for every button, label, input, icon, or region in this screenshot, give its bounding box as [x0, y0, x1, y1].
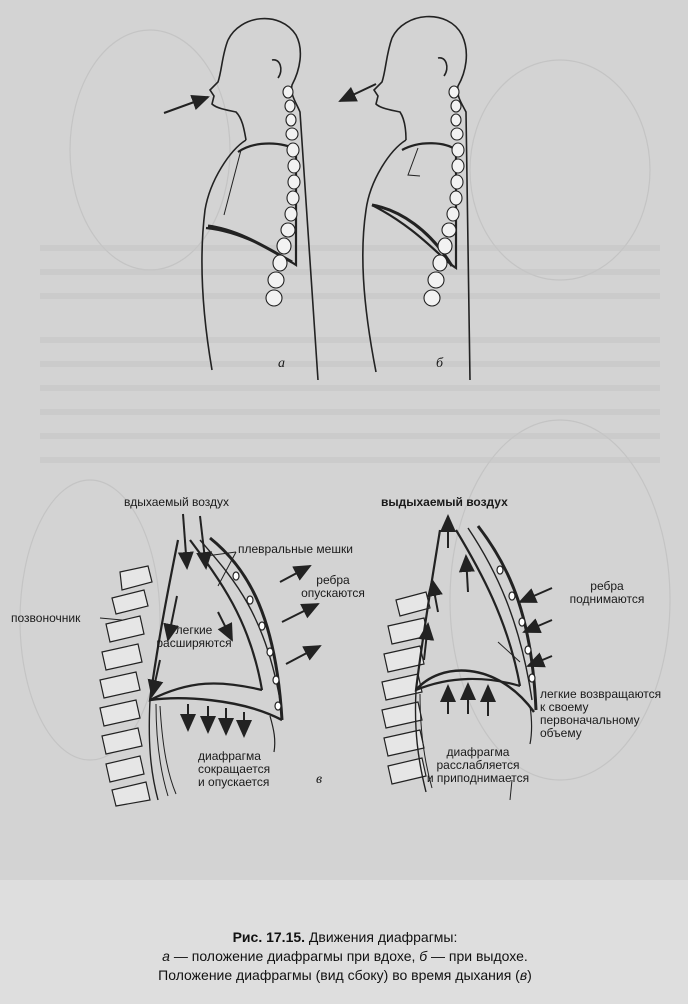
- figure-caption: [90, 928, 600, 985]
- panel-b-label: б: [436, 356, 444, 371]
- ribs-lower-line-1: ребра: [316, 573, 350, 587]
- lungs-return-line-1: легкие возвращаются: [540, 687, 662, 701]
- caption-line-2: [90, 947, 600, 966]
- ribs-lower-label: [288, 574, 378, 600]
- panel-a-label: а: [278, 356, 285, 371]
- lungs-return-line-3: первоначальному: [540, 713, 640, 727]
- diaphragm-contracts-line-1: диафрагма: [198, 749, 261, 763]
- caption-line-1: [90, 928, 600, 947]
- ribs-rise-line-2: поднимаются: [569, 592, 645, 606]
- diaphragm-relaxes-line-1: диафрагма: [446, 745, 510, 759]
- lungs-expand-line-2: расширяются: [156, 636, 232, 650]
- diaphragm-contracts-line-2: сокращается: [198, 762, 271, 776]
- lungs-expand-label: [154, 624, 234, 650]
- caption-b-letter: б: [419, 948, 428, 964]
- exhaled-air-label: выдыхаемый воздух: [381, 495, 508, 509]
- ribs-lower-line-2: опускаются: [301, 586, 365, 600]
- caption-v-letter: в: [519, 967, 528, 983]
- ribs-rise-line-1: ребра: [590, 579, 624, 593]
- lungs-return-line-2: к своему: [540, 700, 589, 714]
- diaphragm-contracts-line-3: и опускается: [198, 775, 270, 789]
- caption-a-text: — положение диафрагмы при вдохе,: [169, 948, 420, 964]
- diaphragm-relaxes-line-3: и приподнимается: [426, 771, 530, 785]
- inhaled-air-label: вдыхаемый воздух: [124, 495, 230, 509]
- spine-label: позвоночник: [11, 611, 81, 625]
- ribs-rise-label: [552, 580, 662, 606]
- panel-v-label: в: [316, 772, 323, 787]
- lungs-return-label: [540, 688, 661, 740]
- lungs-return-line-4: объему: [540, 726, 582, 740]
- caption-title: Движения диафрагмы:: [305, 929, 458, 945]
- caption-line-3: [90, 966, 600, 985]
- diaphragm-relaxes-label: [418, 746, 538, 785]
- caption-line3-close: ): [527, 967, 532, 983]
- caption-line3-text: Положение диафрагмы (вид сбоку) во время дыхания (: [158, 967, 520, 983]
- figure-number: Рис. 17.15.: [232, 929, 306, 945]
- diaphragm-contracts-label: [198, 750, 270, 789]
- caption-b-text: — при выдохе.: [427, 948, 528, 964]
- pleural-sacs-label: плевральные мешки: [238, 542, 353, 556]
- caption-a-letter: а: [162, 948, 170, 964]
- lungs-expand-line-1: легкие: [175, 623, 213, 637]
- diaphragm-relaxes-line-2: расслабляется: [436, 758, 520, 772]
